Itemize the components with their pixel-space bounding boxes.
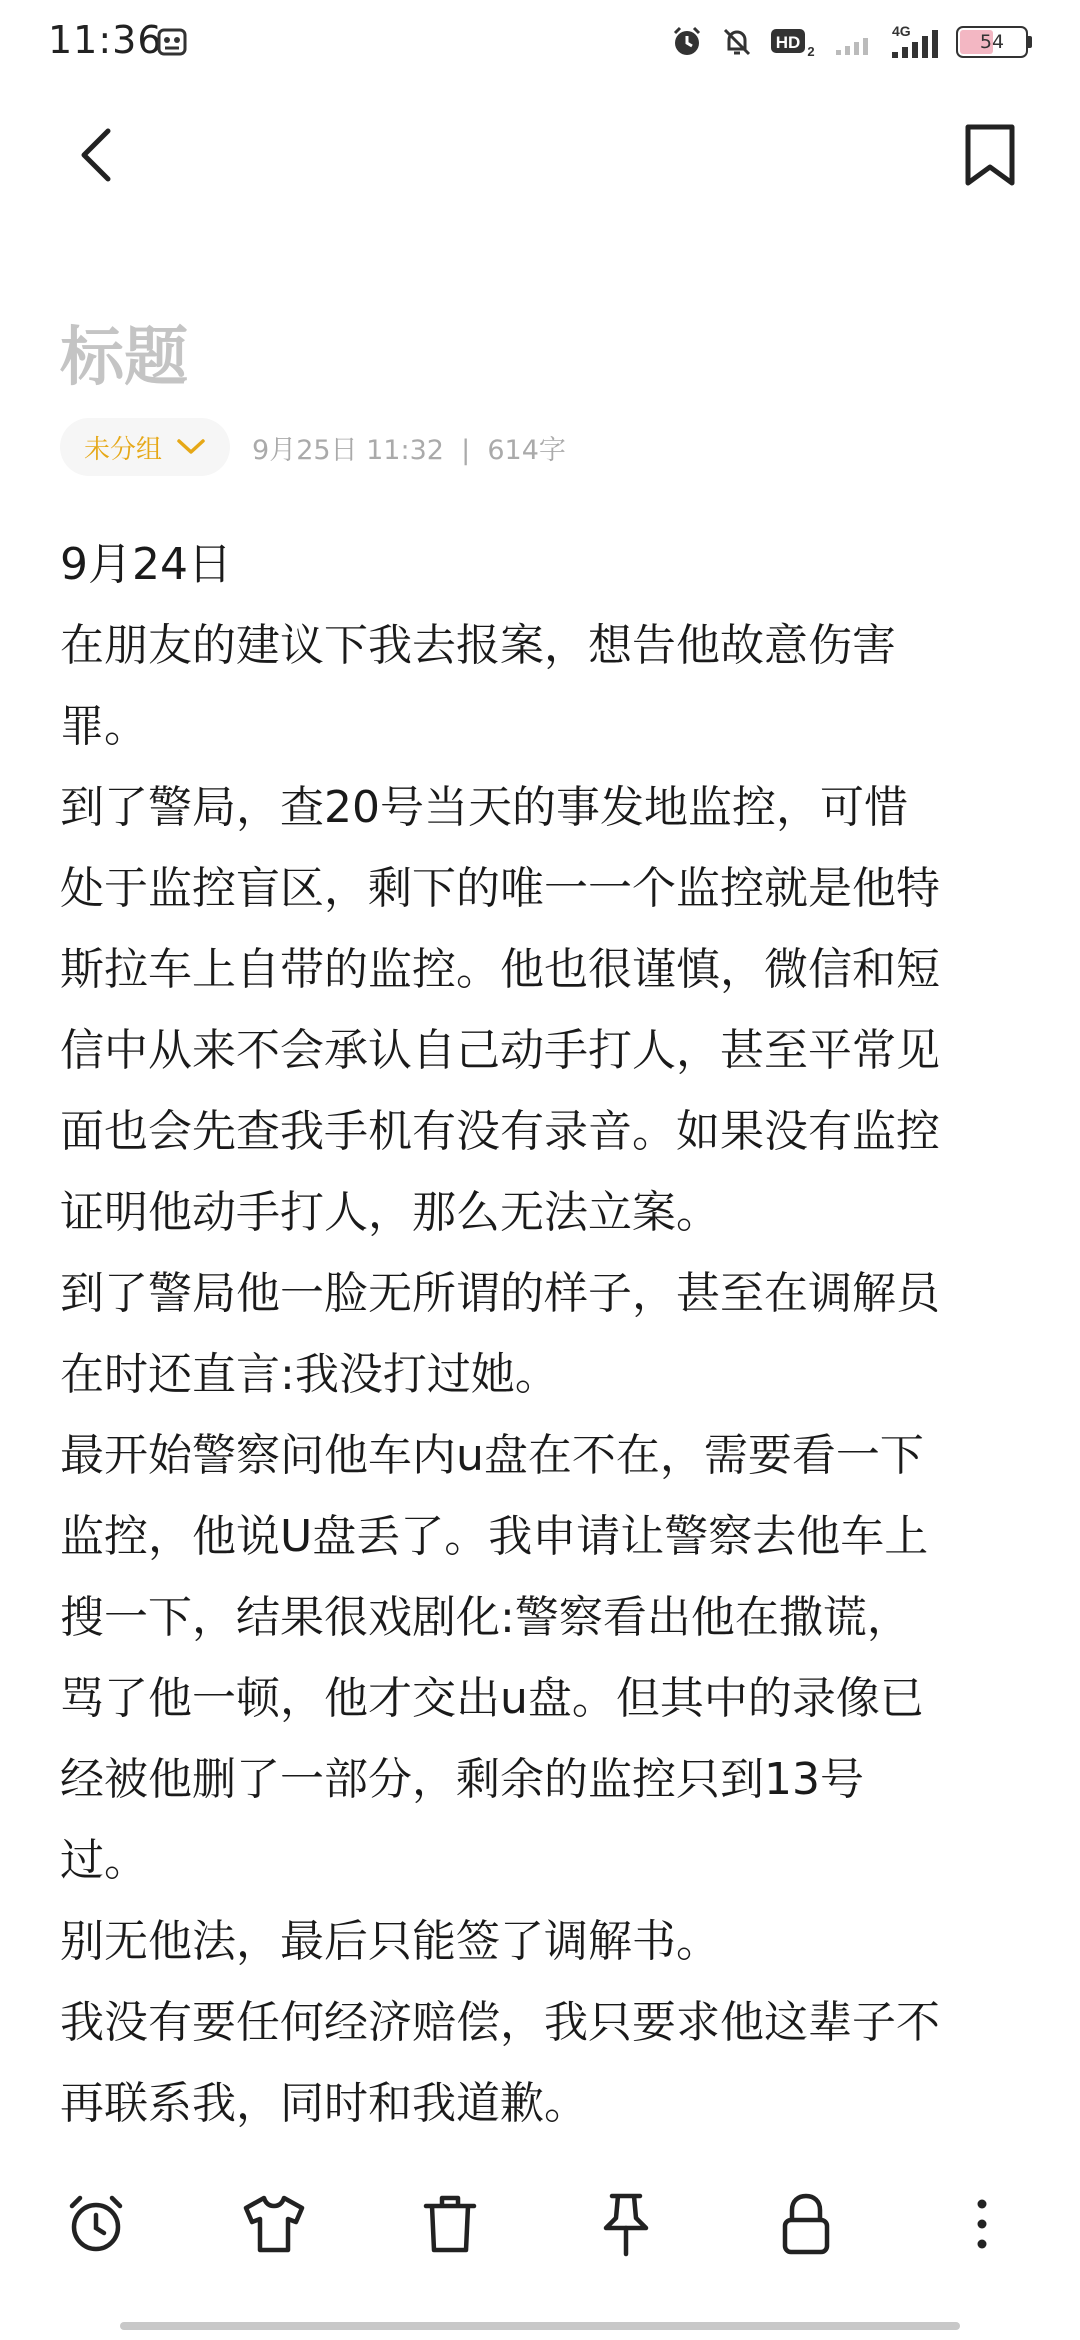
note-body-line: 罪。: [60, 701, 148, 752]
trash-icon: [420, 2192, 480, 2256]
alarm-clock-icon: [64, 2192, 128, 2256]
hd-label: HD: [775, 33, 801, 52]
status-bar: [0, 0, 1080, 84]
note-body[interactable]: [60, 524, 1020, 2144]
more-button[interactable]: [946, 2188, 1018, 2260]
status-time: 11:36: [48, 18, 163, 62]
group-selector[interactable]: [60, 418, 230, 476]
note-body-line: 9月24日: [60, 539, 232, 590]
back-button[interactable]: [66, 120, 126, 190]
alarm-status-icon: [670, 25, 704, 59]
chevron-left-icon: [76, 125, 116, 185]
group-label: 未分组: [84, 434, 163, 465]
bookmark-icon: [962, 123, 1018, 187]
signal-4g-icon: [890, 23, 940, 61]
battery-icon: [956, 26, 1028, 58]
note-date-wordcount: 9月25日 11:32 | 614字: [252, 434, 566, 466]
network-type: 4G: [892, 23, 911, 39]
note-body-line: 处于监控盲区，剩下的唯一一个监控就是他特: [60, 863, 940, 914]
lock-icon: [778, 2190, 834, 2258]
mute-bell-icon: [720, 25, 754, 59]
note-body-line: 证明他动手打人，那么无法立案。: [60, 1187, 720, 1238]
note-body-line: 我没有要任何经济赔偿，我只要求他这辈子不: [60, 1997, 940, 2048]
note-body-line: 到了警局他一脸无所谓的样子，甚至在调解员: [60, 1268, 940, 1319]
note-body-line: 到了警局，查20号当天的事发地监控，可惜: [60, 782, 908, 833]
svg-text:2: 2: [807, 44, 815, 59]
reminder-button[interactable]: [60, 2188, 132, 2260]
note-body-line: 经被他删了一部分，剩余的监控只到13号: [60, 1754, 864, 1805]
note-title-input[interactable]: 标题: [60, 321, 188, 395]
note-body-line: 过。: [60, 1835, 148, 1886]
note-body-line: 最开始警察问他车内u盘在不在，需要看一下: [60, 1430, 924, 1481]
note-body-line: 在朋友的建议下我去报案，想告他故意伤害: [60, 620, 896, 671]
note-body-line: 面也会先查我手机有没有录音。如果没有监控: [60, 1106, 940, 1157]
note-body-line: 搜一下，结果很戏剧化:警察看出他在撒谎，: [60, 1592, 911, 1643]
chevron-down-icon: [176, 438, 206, 456]
battery-percent: 54: [979, 31, 1005, 53]
bottom-toolbar: [0, 2148, 1080, 2298]
theme-button[interactable]: [238, 2188, 310, 2260]
note-body-line: 信中从来不会承认自己动手打人，甚至平常见: [60, 1025, 940, 1076]
note-body-line: 监控，他说U盘丢了。我申请让警察去他车上: [60, 1511, 929, 1562]
battery-indicator: [956, 26, 1032, 58]
note-body-line: 再联系我，同时和我道歉。: [60, 2078, 588, 2129]
note-body-line: 骂了他一顿，他才交出u盘。但其中的录像已: [60, 1673, 924, 1724]
note-body-line: 在时还直言:我没打过她。: [60, 1349, 559, 1400]
status-icons: [670, 22, 1032, 62]
note-body-line: 斯拉车上自带的监控。他也很谨慎，微信和短: [60, 944, 940, 995]
gesture-navigation-bar[interactable]: [120, 2322, 960, 2330]
hd-voice-icon: [770, 25, 818, 59]
bookmark-button[interactable]: [960, 120, 1020, 190]
pin-icon: [596, 2190, 656, 2258]
more-vertical-icon: [972, 2196, 992, 2252]
signal-sim2-icon: [834, 25, 874, 59]
t-shirt-icon: [240, 2192, 308, 2256]
delete-button[interactable]: [414, 2188, 486, 2260]
note-body-line: 别无他法，最后只能签了调解书。: [60, 1916, 720, 1967]
battery-cap: [1028, 36, 1032, 48]
lock-button[interactable]: [770, 2188, 842, 2260]
app-notification-icon: [154, 24, 190, 60]
pin-button[interactable]: [590, 2188, 662, 2260]
note-meta-row: [60, 418, 566, 476]
